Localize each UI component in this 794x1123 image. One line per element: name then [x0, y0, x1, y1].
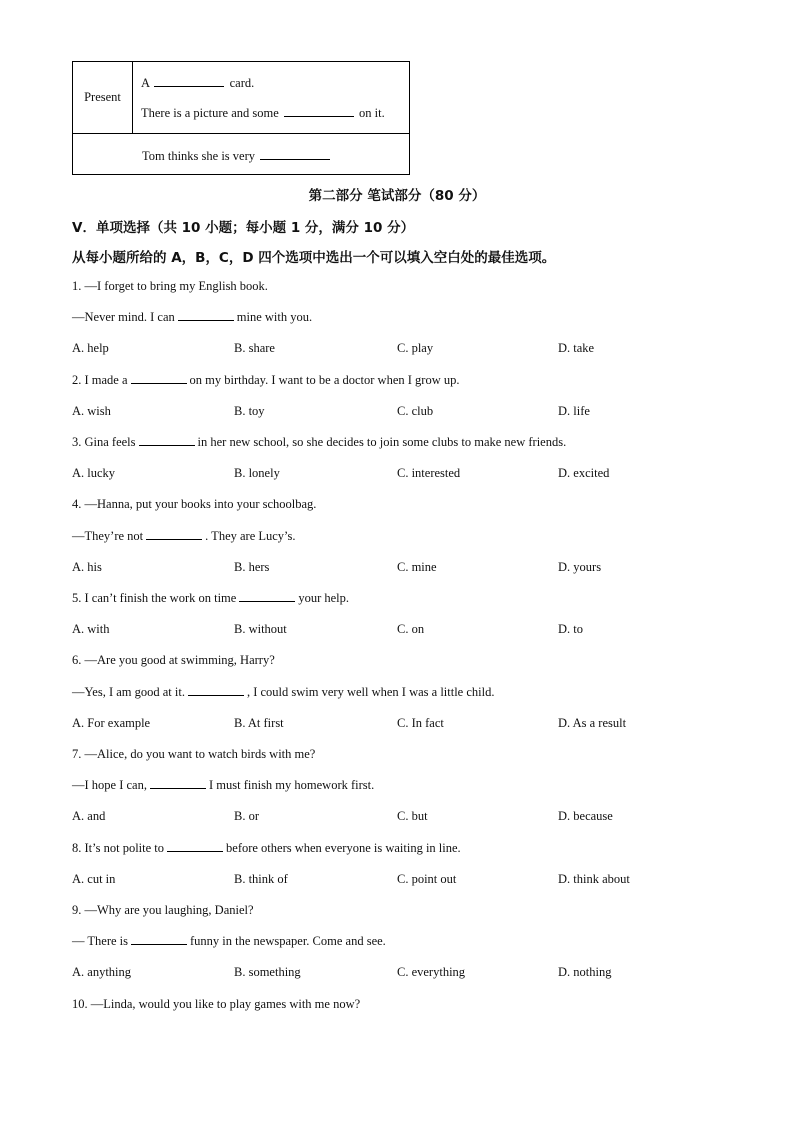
question-8-option-B: B. think of [234, 872, 288, 886]
table-row-label: Present [73, 62, 133, 133]
table-row [73, 62, 409, 134]
instruction: 从每小题所给的 A，B，C，D 四个选项中选出一个可以填入空白处的最佳选项。 [72, 250, 556, 266]
question-1-option-A: A. help [72, 341, 109, 355]
answer-blank [188, 694, 244, 696]
question-9-option-B: B. something [234, 965, 301, 979]
question-3-option-A: A. lucky [72, 466, 116, 480]
answer-blank [167, 850, 223, 852]
question-6-option-A: A. For example [72, 716, 151, 730]
question-1-line-2: —Never mind. I can mine with you. [72, 310, 313, 324]
question-5-option-C: C. on [397, 622, 425, 636]
question-5-line-1: 5. I can’t finish the work on time your help. [72, 591, 350, 605]
answer-blank [239, 600, 295, 602]
question-4-line-1: 4. —Hanna, put your books into your schoolbag. [72, 497, 317, 511]
question-9-option-D: D. nothing [558, 965, 612, 979]
answer-blank [260, 158, 330, 160]
question-7-option-A: A. and [72, 809, 106, 823]
question-2-line-1: 2. I made a on my birthday. I want to be a doctor when I grow up. [72, 373, 460, 387]
question-2-option-D: D. life [558, 404, 590, 418]
question-3-line-1: 3. Gina feels in her new school, so she decides to join some clubs to make new friends. [72, 435, 567, 449]
question-3-option-B: B. lonely [234, 466, 280, 480]
question-7-line-1: 7. —Alice, do you want to watch birds with me? [72, 747, 316, 761]
table-line-2: There is a picture and some on it. [141, 106, 385, 120]
section-title: 第二部分 笔试部分（80 分） [308, 188, 486, 204]
question-8-option-A: A. cut in [72, 872, 116, 886]
question-9-line-2: — There is funny in the newspaper. Come and see. [72, 934, 386, 948]
question-5-option-B: B. without [234, 622, 287, 636]
question-7-option-B: B. or [234, 809, 259, 823]
question-8-option-D: D. think about [558, 872, 630, 886]
answer-blank [131, 382, 187, 384]
question-4-option-D: D. yours [558, 560, 602, 574]
question-10-line-1: 10. —Linda, would you like to play games with me now? [72, 997, 361, 1011]
question-1-option-B: B. share [234, 341, 275, 355]
answer-blank [154, 85, 224, 87]
question-3-option-C: C. interested [397, 466, 461, 480]
question-6-line-1: 6. —Are you good at swimming, Harry? [72, 653, 275, 667]
question-8-line-1: 8. It’s not polite to before others when everyone is waiting in line. [72, 841, 461, 855]
question-4-option-B: B. hers [234, 560, 270, 574]
question-5-option-A: A. with [72, 622, 110, 636]
question-8-option-C: C. point out [397, 872, 457, 886]
question-1-option-C: C. play [397, 341, 434, 355]
question-6-option-B: B. At first [234, 716, 284, 730]
answer-blank [150, 787, 206, 789]
answer-blank [146, 538, 202, 540]
question-2-option-B: B. toy [234, 404, 265, 418]
question-4-option-A: A. his [72, 560, 102, 574]
question-1-option-D: D. take [558, 341, 595, 355]
question-7-option-C: C. but [397, 809, 428, 823]
card-info-table [72, 61, 410, 175]
answer-blank [178, 319, 234, 321]
question-2-option-C: C. club [397, 404, 434, 418]
question-4-line-2: —They’re not . They are Lucy’s. [72, 529, 296, 543]
question-7-line-2: —I hope I can, I must finish my homework first. [72, 778, 375, 792]
table-line-3: Tom thinks she is very [142, 149, 332, 164]
question-9-line-1: 9. —Why are you laughing, Daniel? [72, 903, 254, 917]
table-line-1: A card. [141, 76, 255, 90]
question-3-option-D: D. excited [558, 466, 610, 480]
question-4-option-C: C. mine [397, 560, 437, 574]
answer-blank [284, 115, 354, 117]
question-7-option-D: D. because [558, 809, 613, 823]
question-9-option-A: A. anything [72, 965, 132, 979]
question-6-option-D: D. As a result [558, 716, 627, 730]
question-5-option-D: D. to [558, 622, 583, 636]
question-2-option-A: A. wish [72, 404, 111, 418]
answer-blank [139, 444, 195, 446]
question-6-line-2: —Yes, I am good at it. , I could swim very well when I was a little child. [72, 685, 495, 699]
question-1-line-1: 1. —I forget to bring my English book. [72, 279, 268, 293]
question-6-option-C: C. In fact [397, 716, 444, 730]
part-heading: V．单项选择（共 10 小题；每小题 1 分，满分 10 分） [72, 220, 415, 236]
answer-blank [131, 943, 187, 945]
question-9-option-C: C. everything [397, 965, 466, 979]
